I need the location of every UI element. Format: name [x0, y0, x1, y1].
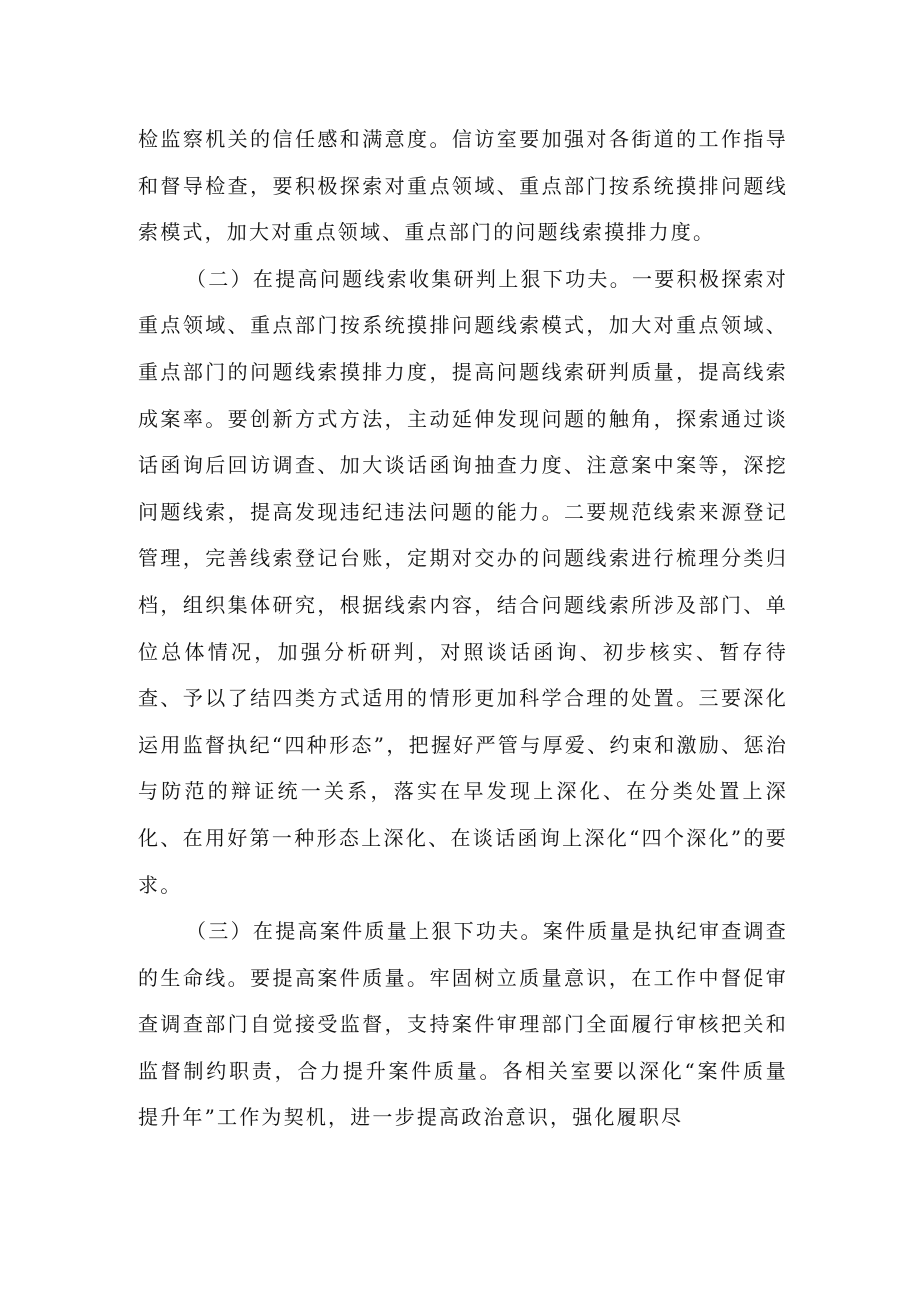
document-body [138, 116, 788, 1141]
paragraph-2-section-two: （二）在提高问题线索收集研判上狠下功夫。一要积极探索对重点领域、重点部门按系统摸排问题线索模式，加大对重点领域、重点部门的问题线索摸排力度，提高问题线索研判质量，提高线索成案率。要创新方式方法，主动延伸发现问题的触角，探索通过谈话函询后回访调查、加大谈话函询抽查力度、注意案中案等，深挖问题线索，提高发现违纪违法问题的能力。二要规范线索来源登记管理，完善线索登记台账，定期对交办的问题线索进行梳理分类归档，组织集体研究，根据线索内容，结合问题线索所涉及部门、单位总体情况，加强分析研判，对照谈话函询、初步核实、暂存待查、予以了结四类方式适用的情形更加科学合理的处置。三要深化运用监督执纪“四种形态”，把握好严管与厚爱、约束和激励、惩治与防范的辩证统一关系，落实在早发现上深化、在分类处置上深化、在用好第一种形态上深化、在谈话函询上深化“四个深化”的要求。 [138, 266, 788, 897]
paragraph-3-section-three: （三）在提高案件质量上狠下功夫。案件质量是执纪审查调查的生命线。要提高案件质量。牢固树立质量意识，在工作中督促审查调查部门自觉接受监督，支持案件审理部门全面履行审核把关和监督制约职责，合力提升案件质量。各相关室要以深化“案件质量提升年”工作为契机，进一步提高政治意识，强化履职尽 [138, 919, 788, 1130]
paragraph-1-continuation: 检监察机关的信任感和满意度。信访室要加强对各街道的工作指导和督导检查，要积极探索对重点领域、重点部门按系统摸排问题线索模式，加大对重点领域、重点部门的问题线索摸排力度。 [138, 127, 788, 245]
